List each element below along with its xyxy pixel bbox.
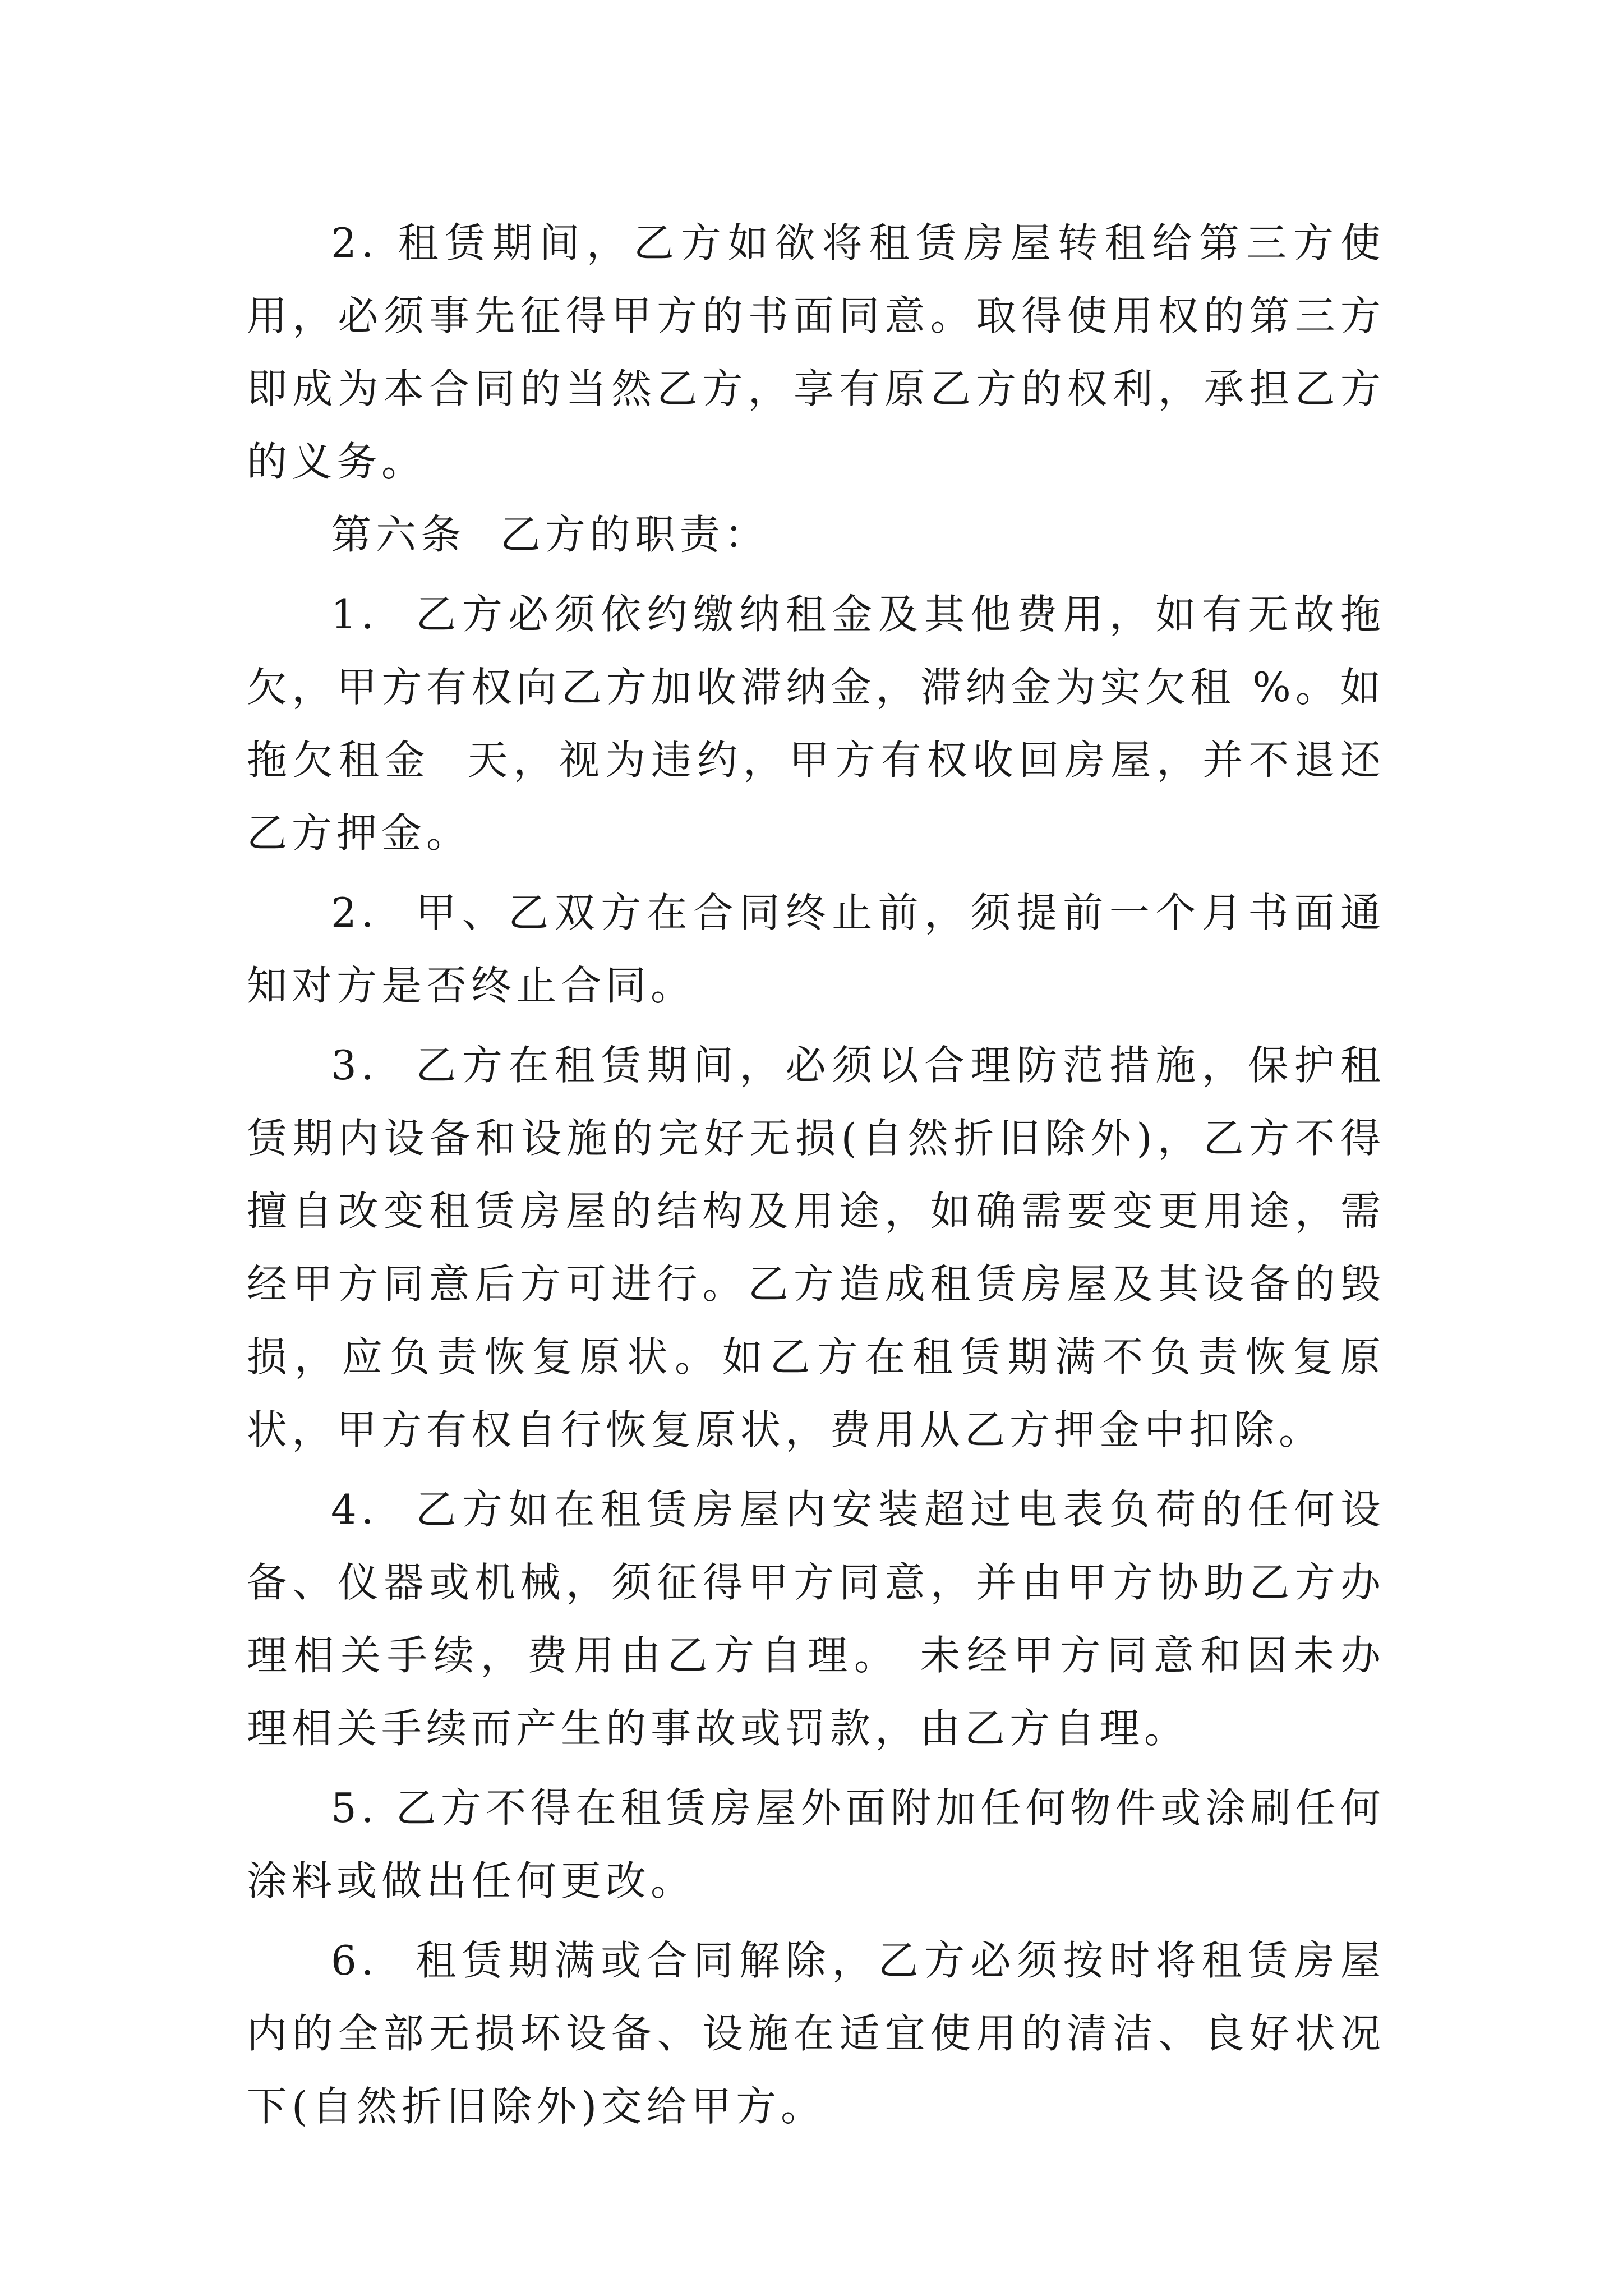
- paragraph-termination-notice: 2. 甲、乙双方在合同终止前，须提前一个月书面通知对方是否终止合同。: [247, 889, 1385, 1009]
- article-six-heading: 第六条 乙方的职责：: [331, 511, 769, 558]
- paragraph-rent-payment: 1. 乙方必须依约缴纳租金及其他费用，如有无故拖欠，甲方有权向乙方加收滞纳金，滞纳金为实欠租 %。如拖欠租金 天，视为违约，甲方有权收回房屋，并不退还乙方押金。: [247, 591, 1385, 857]
- paragraph-return-property: 6. 租赁期满或合同解除，乙方必须按时将租赁房屋内的全部无损坏设备、设施在适宜使用的清洁、良好状况下(自然折旧除外)交给甲方。: [247, 1937, 1385, 2130]
- paragraph-maintenance: 3. 乙方在租赁期间，必须以合理防范措施，保护租赁期内设备和设施的完好无损(自然折旧除外)，乙方不得擅自改变租赁房屋的结构及用途，如确需要变更用途，需经甲方同意后方可进行。乙方造成租赁房屋及其设备的毁损，应负责恢复原状。如乙方在租赁期满不负责恢复原状，甲方有权自行恢复原状，费用从乙方押金中扣除。: [247, 1042, 1385, 1453]
- paragraph-sublease-clause: 2. 租赁期间，乙方如欲将租赁房屋转租给第三方使用，必须事先征得甲方的书面同意。取得使用权的第三方即成为本合同的当然乙方，享有原乙方的权利，承担乙方的义务。: [247, 219, 1385, 485]
- paragraph-exterior-changes: 5. 乙方不得在租赁房屋外面附加任何物件或涂刷任何涂料或做出任何更改。: [247, 1784, 1385, 1904]
- paragraph-electrical-equipment: 4. 乙方如在租赁房屋内安装超过电表负荷的任何设备、仪器或机械，须征得甲方同意，并由甲方协助乙方办理相关手续，费用由乙方自理。 未经甲方同意和因未办理相关手续而产生的事故或罚款，由乙方自理。: [247, 1486, 1385, 1752]
- document-page: [247, 206, 1385, 2143]
